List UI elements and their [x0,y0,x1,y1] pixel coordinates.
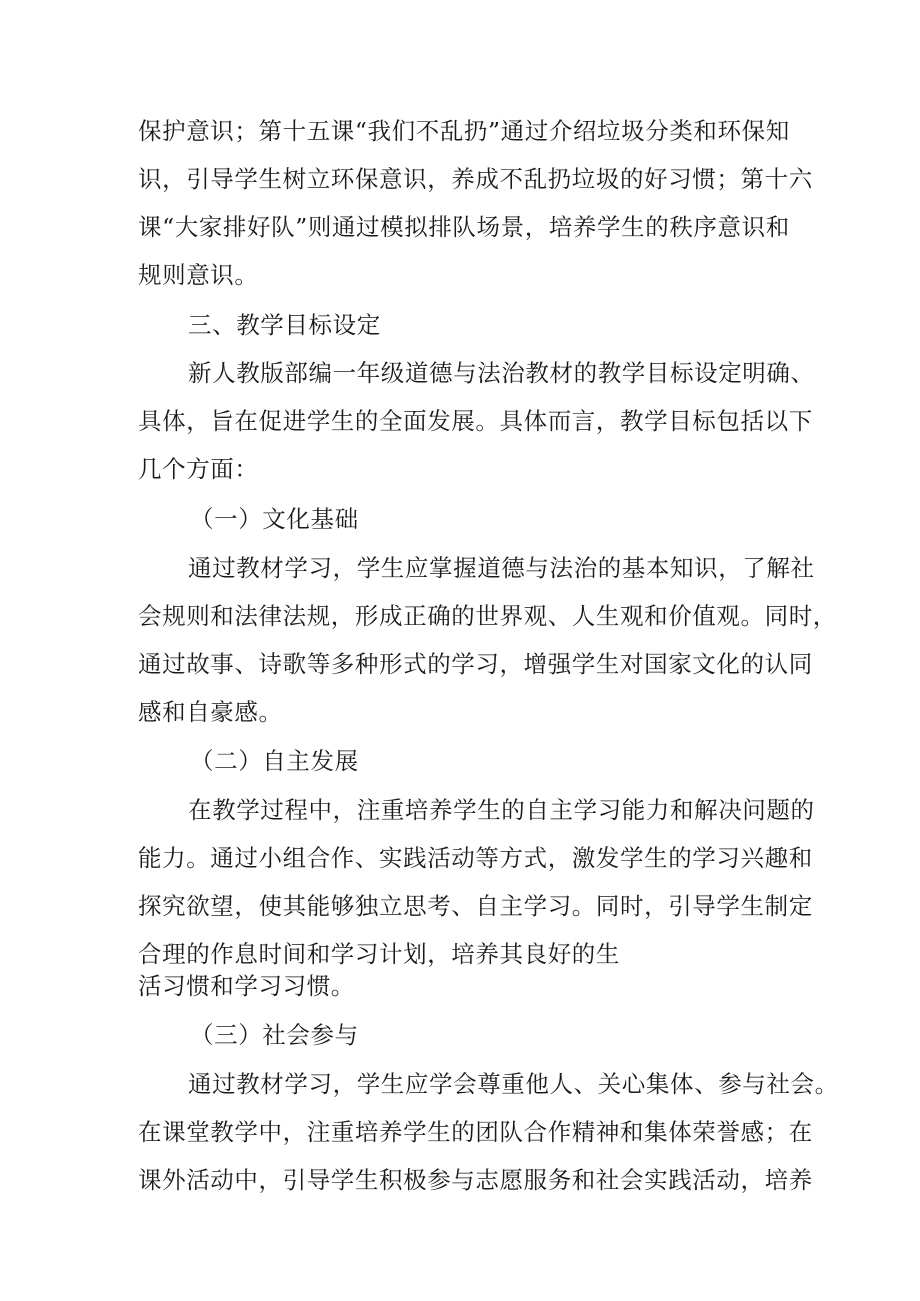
paragraph-goals-line-1: 新人教版部编一年级道德与法治教材的教学目标设定明确、 [188,359,815,387]
paragraph-intro-line-2: 识，引导学生树立环保意识，养成不乱扔垃圾的好习惯；第十六 [138,165,813,193]
subheading-social-participation: （三）社会参与 [190,1021,359,1049]
paragraph-goals-line-3: 几个方面： [138,455,259,483]
subheading-autonomous-development: （二）自主发展 [190,747,359,775]
paragraph-social-line-3: 课外活动中，引导学生积极参与志愿服务和社会实践活动，培养 [138,1166,813,1194]
paragraph-culture-line-4: 感和自豪感。 [138,698,283,726]
paragraph-autonomy-line-3: 探究欲望，使其能够独立思考、自主学习。同时，引导学生制定 [138,892,813,920]
paragraph-social-line-2: 在课堂教学中，注重培养学生的团队合作精神和集体荣誉感；在 [138,1118,813,1146]
section-heading-teaching-goals: 三、教学目标设定 [188,311,381,339]
paragraph-autonomy-line-5: 活习惯和学习习惯。 [138,972,355,1000]
paragraph-autonomy-line-1: 在教学过程中，注重培养学生的自主学习能力和解决问题的 [188,796,815,824]
paragraph-intro-line-3: 课“大家排好队”则通过模拟排队场景，培养学生的秩序意识和 [138,213,790,241]
paragraph-autonomy-line-4: 合理的作息时间和学习计划，培养其良好的生 [138,940,620,968]
paragraph-culture-line-2: 会规则和法律法规，形成正确的世界观、人生观和价值观。同时， [138,602,837,630]
paragraph-culture-line-3: 通过故事、诗歌等多种形式的学习，增强学生对国家文化的认同 [138,650,813,678]
paragraph-culture-line-1: 通过教材学习，学生应掌握道德与法治的基本知识，了解社 [188,554,815,582]
paragraph-social-line-1: 通过教材学习，学生应学会尊重他人、关心集体、参与社会。 [188,1070,839,1098]
subheading-culture-basis: （一）文化基础 [190,505,359,533]
paragraph-intro-line-4: 规则意识。 [138,261,259,289]
paragraph-intro-line-1: 保护意识；第十五课“我们不乱扔”通过介绍垃圾分类和环保知 [138,117,790,145]
paragraph-autonomy-line-2: 能力。通过小组合作、实践活动等方式，激发学生的学习兴趣和 [138,844,813,872]
paragraph-goals-line-2: 具体，旨在促进学生的全面发展。具体而言，教学目标包括以下 [138,407,813,435]
